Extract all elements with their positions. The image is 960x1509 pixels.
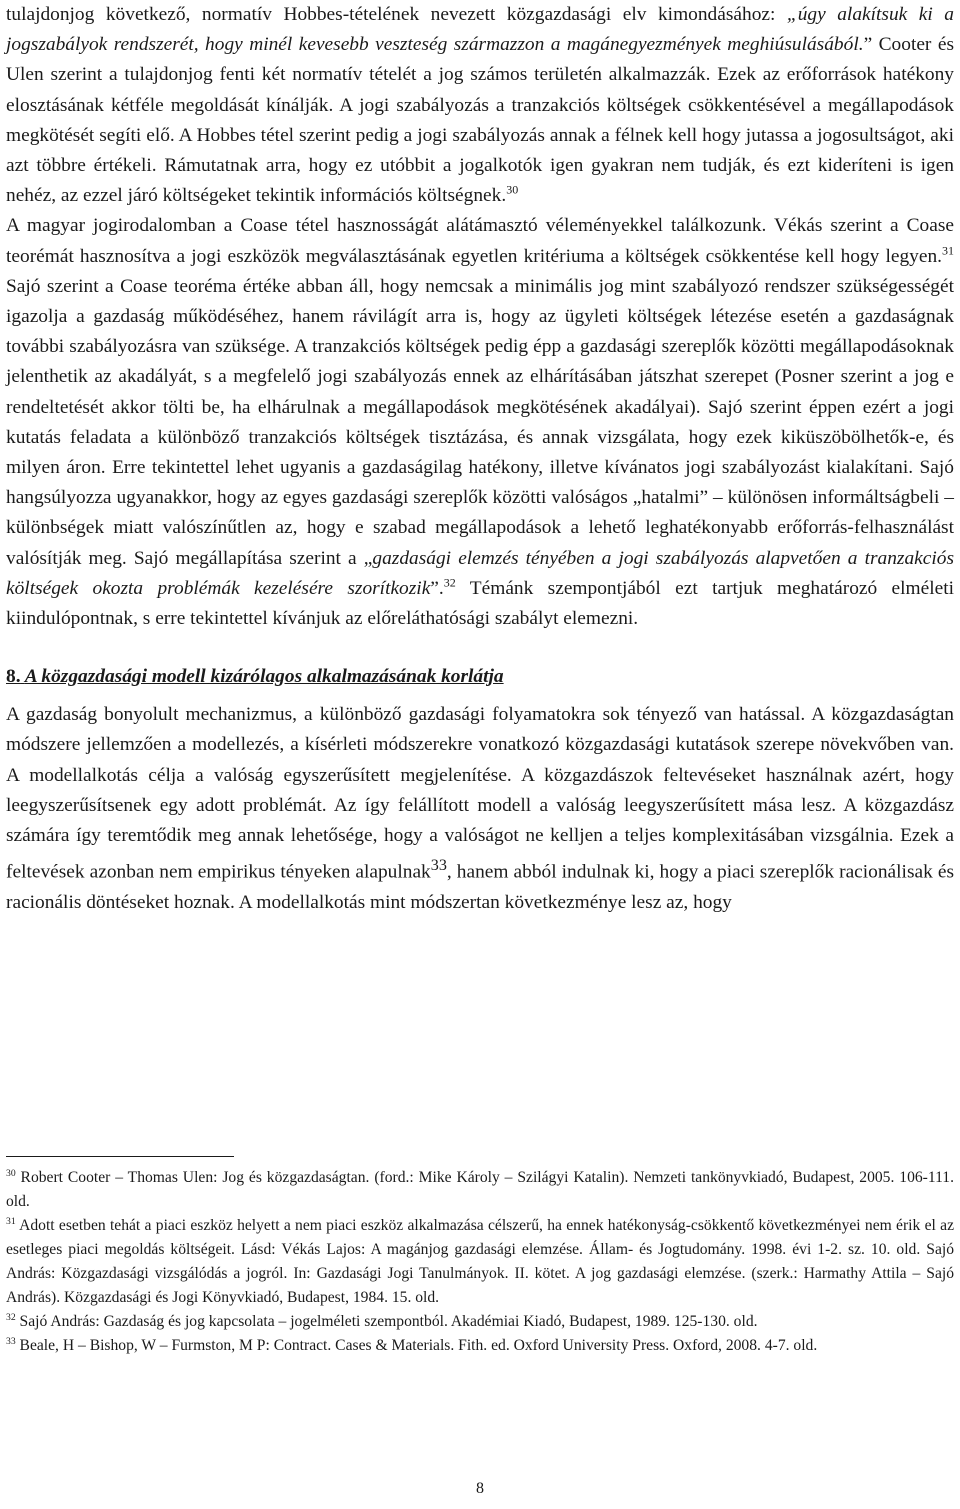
footnote-ref-31[interactable]: 31: [941, 243, 954, 258]
section-paragraph: A gazdaság bonyolult mechanizmus, a különböző gazdasági folyamatokra sok tényező van hatással. A közgazdaságtan módszere jellemzően a modellezés, a kísérleti módszerekre vonatkozó közgazdasági kutatások szerepe növekvőben van. A modellalkotás célja a valóság egyszerűsített megjelenítése. A közgazdászok feltevéseket használnak azért, hogy leegyszerűsítsenek egy adott problémát. Az így felállított modell a valóság leegyszerűsített mása lesz. A közgazdász számára így teremtődik meg annak lehetősége, hogy a valóságot ne kelljen a teljes komplexitásában vizsgálnia. Ezek a feltevések azonban nem empirikus tényeken alapulnak$^{33}$, hanem abból indulnak ki, hogy a piaci szereplők racionálisak és racionális döntéseket hoznak. A modellalkotás mint módszertan következménye lesz az, hogy: [6, 704, 954, 913]
footnote-30: $^{30}$ Robert Cooter – Thomas Ulen: Jog és közgazdaságtan. (ford.: Mike Károly – Szilágyi Katalin). Nemzeti tankönyvkiadó, Budapest, 2005. 106-111. old.: [6, 1167, 954, 1210]
footnote-ref-30[interactable]: 30: [506, 182, 519, 197]
section-heading: [6, 662, 954, 692]
paragraph-1: tulajdonjog következő, normatív Hobbes-tételének nevezett közgazdasági elv kimondásához: „úgy alakítsuk ki a jogszabályok rendszerét, hogy minél kevesebb veszteség származzon a magánegyezmények meghiúsulásából.” Cooter és Ulen szerint a tulajdonjog fenti két normatív tételét a jog számos területén alkalmazzák. Ezek az erőforrások hatékony elosztásának kétféle megoldását kínálják. A jogi szabályozás a tranzakciós költségek csökkentésével a megállapodások megkötését segíti elő. A Hobbes tétel szerint pedig a jogi szabályozás annak a félnek kell hogy jutassa a jogosultságot, aki azt többre értékeli. Rámutatnak arra, hogy ez utóbbit a jogalkotók igen gyakran nem tudják, és ezt kideríteni is igen nehéz, az ezzel járó költségeket tekintik információs költségnek.$^{30}$: [6, 4, 954, 207]
footnote-32: $^{32}$ Sajó András: Gazdaság és jog kapcsolata – jogelméleti szempontból. Akadémiai Kiadó, Budapest, 1989. 125-130. old.: [6, 1311, 758, 1330]
paragraph-2: A magyar jogirodalomban a Coase tétel hasznosságát alátámasztó véleményekkel találkozunk. Vékás szerint a Coase teorémát hasznosítva a jogi eszközök megválasztásának egyetlen kritériuma a költségek csökkentése kell hogy legyen.$^{31}$ Sajó szerint a Coase teoréma értéke abban áll, hogy nemcsak a minimális jog mint szabályozó rendszer szükségességét igazolja a gazdaság működéséhez, hanem rávilágít arra is, hogy az ügyleti költségek létezése esetén a gazdaságnak további szabályozásra van szüksége. A tranzakciós költségek pedig épp a gazdasági szereplők közötti megállapodásoknak jelenthetik az akadályát, s a megfelelő jogi szabályozás ennek az elhárításában játszhat szerepet (Posner szerint a jog e rendeltetését akkor tölti be, ha elhárulnak a megállapodások megkötésének akadályai). Sajó szerint éppen ezért a jogi kutatás feladata a különböző tranzakciós költségek tisztázása, és annak vizsgálata, hogy ezek kiküszöbölhetők-e, és milyen áron. Erre tekintettel lehet ugyanis a gazdaságilag hatékony, illetve kívánatos jogi szabályozást kialakítani. Sajó hangsúlyozza ugyanakkor, hogy az egyes gazdasági szereplők közötti valóságos „hatalmi” – különösen informáltságbeli – különbségek miatt valószínűtlen az, hogy e szabad megállapodások a lehető leghatékonyabb erőforrás-felhasználást valósítják meg. Sajó megállapítása szerint a „gazdasági elemzés tényében a jogi szabályozás alapvetően a tranzakciós költségek okozta problémák kezelésére szorítkozik”.$^{32}$ Témánk szempontjából ezt tartjuk meghatározó elméleti kiindulópontnak, s erre tekintettel kívánjuk az előreláthatósági szabályt elemezni.: [6, 215, 955, 630]
footnote-ref-33[interactable]: 33: [430, 857, 447, 875]
footnotes: [6, 1166, 954, 1358]
footnote-33: $^{33}$ Beale, H – Bishop, W – Furmston, M P: Contract. Cases & Materials. Fith. ed. Oxford University Press. Oxford, 2008. 4-7. old.: [6, 1335, 818, 1354]
document-page: [6, 0, 955, 1354]
body-text: [6, 0, 954, 634]
page-number: 8: [476, 1480, 484, 1497]
section-number: 8.: [6, 666, 21, 688]
sajo-quote: gazdasági elemzés tényében a jogi szabályozás alapvetően a tranzakciós költségek okozta problémák kezelésére szorítkozik: [6, 547, 955, 599]
footnote-ref-32[interactable]: 32: [443, 575, 456, 590]
footnote-31: $^{31}$ Adott esetben tehát a piaci eszköz helyett a nem piaci eszköz alkalmazása célszerű, ha ennek hatékonyság-csökkentő következményei nem érik el az esetleges piaci megoldás költségeit. Lásd: Vékás Lajos: A magánjog gazdasági elemzése. Állam- és Jogtudomány. 1998. évi 1-2. sz. 10. old. Sajó András: Közgazdasági vizsgálódás a jogról. In: Gazdasági Jogi Tanulmányok. II. kötet. A jog gazdasági elemzése. (szerk.: Harmathy Attila – Sajó András). Közgazdasági és Jogi Könyvkiadó, Budapest, 1984. 15. old.: [6, 1215, 954, 1306]
footnote-separator: [6, 1156, 234, 1157]
section-title: A közgazdasági modell kizárólagos alkalmazásának korlátja: [24, 666, 504, 688]
hobbes-quote: „úgy alakítsuk ki a jogszabályok rendszerét, hogy minél kevesebb veszteség származzon a magánegyezmények meghiúsulásából.: [6, 4, 954, 56]
